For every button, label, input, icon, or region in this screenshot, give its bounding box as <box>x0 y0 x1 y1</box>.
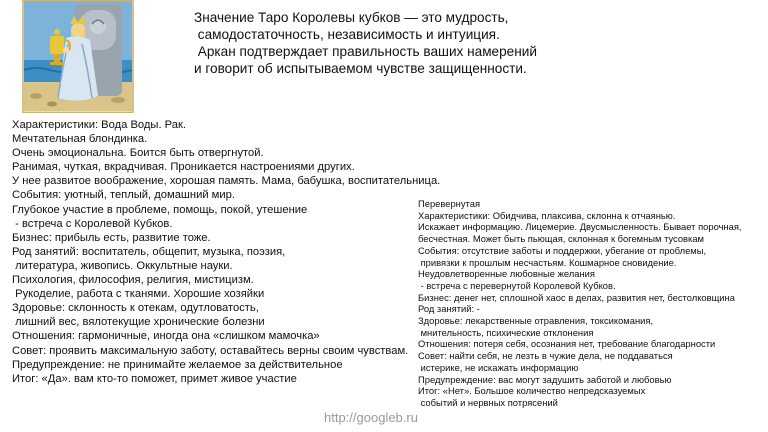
upright-line: Рукоделие, работа с тканями. Хорошие хозяйки <box>12 288 265 301</box>
upright-line: Характеристики: Вода Воды. Рак. <box>12 119 187 131</box>
upright-line: лишний вес, вялотекущие хронические болезни <box>12 316 265 329</box>
upright-line: Ранимая, чуткая, вкрадчивая. Проникается настроениями других. <box>12 161 355 174</box>
reversed-line: событий и нервных потрясений <box>418 396 558 408</box>
reversed-line: Совет: найти себя, не лезть в чужие дела, не поддаваться <box>418 350 673 362</box>
reversed-line: Искажает информацию. Лицемерие. Двусмысленность. Бывает порочная, <box>418 221 742 233</box>
reversed-line: бесчестная. Может быть пьющая, склонная к богемным тусовкам <box>418 233 705 245</box>
upright-line: Очень эмоциональна. Боится быть отвергнутой. <box>12 147 264 160</box>
intro-line: самодостаточность, независимость и интуиция. <box>194 27 500 42</box>
reversed-line: Отношения: потеря себя, осознания нет, требование благодарности <box>418 338 716 350</box>
reversed-heading: Перевернутая <box>418 198 481 209</box>
upright-line: Психология, философия, религия, мистицизм. <box>12 274 254 287</box>
reversed-line: Род занятий: - <box>418 303 480 315</box>
queen-of-cups-card-image <box>22 0 134 113</box>
reversed-line: Характеристики: Обидчива, плаксива, склонна к отчаянью. <box>418 209 676 221</box>
upright-line: - встреча с Королевой Кубков. <box>12 217 173 230</box>
card-meaning-intro <box>194 9 754 77</box>
upright-line: Род занятий: воспитатель, общепит, музыка, поэзия, <box>12 245 286 258</box>
reversed-meaning-column <box>418 198 763 409</box>
intro-line: Значение Таро Королевы кубков — это мудрость, <box>194 10 509 25</box>
reversed-line: Итог: «Нет». Большое количество непредсказуемых <box>418 385 646 397</box>
queen-of-cups-illustration <box>22 0 134 113</box>
reversed-line: Бизнес: денег нет, сплошной хаос в делах, развития нет, бестолковщина <box>418 291 735 303</box>
upright-line: События: уютный, теплый, домашний мир. <box>12 189 235 202</box>
upright-line: Совет: проявить максимальную заботу, оставайтесь верны своим чувствам. <box>12 344 409 357</box>
upright-line: Мечтательная блондинка. <box>12 133 148 146</box>
intro-line: и говорит об испытываемом чувстве защищенности. <box>194 61 527 76</box>
upright-line: Отношения: гармоничные, иногда она «слишком мамочка» <box>12 330 320 343</box>
reversed-line: Неудовлетворенные любовные желания <box>418 268 595 280</box>
upright-line: Глубокое участие в проблеме, помощь, покой, утешение <box>12 203 308 216</box>
upright-line: Бизнес: прибыль есть, развитие тоже. <box>12 231 211 244</box>
upright-line: Предупреждение: не принимайте желаемое за действительное <box>12 358 343 371</box>
reversed-line: истерике, не искажать информацию <box>418 361 579 373</box>
reversed-line: События: отсутствие заботы и поддержки, убегание от проблемы, <box>418 244 707 256</box>
reversed-line: мнительность, психические отклонения <box>418 326 594 338</box>
reversed-line: Здоровье: лекарственные отравления, токсикомания, <box>418 315 654 327</box>
upright-meaning-column <box>12 118 441 386</box>
intro-line: Аркан подтверждает правильность ваших намерений <box>194 44 537 59</box>
upright-line: литература, живопись. Оккультные науки. <box>12 259 233 272</box>
reversed-line: - встреча с перевернутой Королевой Кубков. <box>418 279 616 291</box>
upright-line: Здоровье: склонность к отекам, одутловатость, <box>12 302 259 315</box>
site-watermark: http://googleb.ru <box>324 410 418 425</box>
upright-line: У нее развитое воображение, хорошая память. Мама, бабушка, воспитательница. <box>12 175 441 188</box>
reversed-line: привязки к прошлым несчастьям. Кошмарное сновидение. <box>418 256 677 268</box>
reversed-line: Предупреждение: вас могут задушить заботой и любовью <box>418 373 672 385</box>
upright-line: Итог: «Да». вам кто-то поможет, примет живое участие <box>12 372 297 385</box>
